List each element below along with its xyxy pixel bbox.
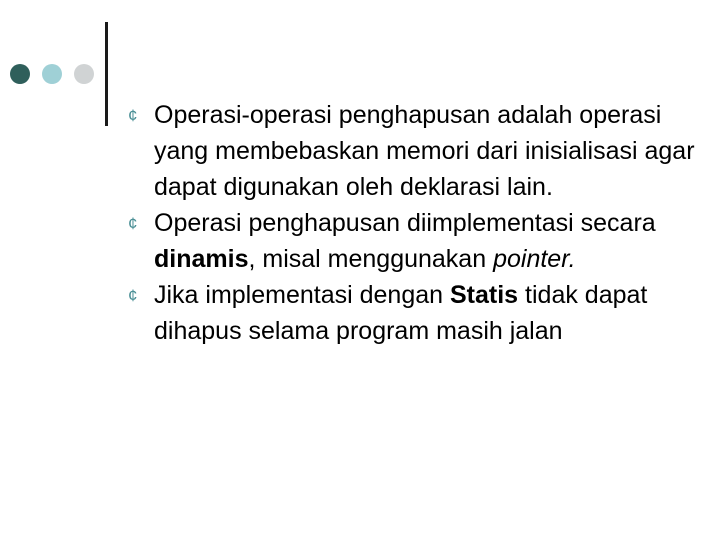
title-divider-line: [105, 22, 108, 126]
bullet-item: [128, 97, 702, 205]
dot-icon: [10, 64, 30, 84]
dot-icon: [74, 64, 94, 84]
text-run: Jika implementasi dengan: [154, 281, 450, 309]
text-run: dinamis: [154, 245, 249, 273]
text-run: , misal menggunakan: [248, 245, 494, 273]
text-run: pointer.: [493, 245, 576, 273]
text-run: Operasi penghapusan diimplementasi secara: [154, 209, 663, 237]
text-run: Operasi-operasi penghapusan adalah operasi yang membebaskan memori dari inisialisasi agar dapat digunakan oleh deklarasi lain.: [154, 101, 702, 201]
bullet-item: [128, 277, 698, 349]
text-run: tidak dapat dihapus selama program masih jalan: [154, 281, 655, 345]
bullet-icon: ¢: [128, 286, 138, 305]
dot-icon: [42, 64, 62, 84]
text-run: Statis: [450, 281, 519, 309]
bullet-list: [128, 97, 702, 349]
bullet-item: [128, 205, 698, 277]
bullet-text: [154, 101, 701, 201]
bullet-text: [154, 209, 663, 273]
bullet-text: [154, 281, 654, 345]
bullet-icon: ¢: [128, 106, 138, 125]
bullet-icon: ¢: [128, 214, 138, 233]
